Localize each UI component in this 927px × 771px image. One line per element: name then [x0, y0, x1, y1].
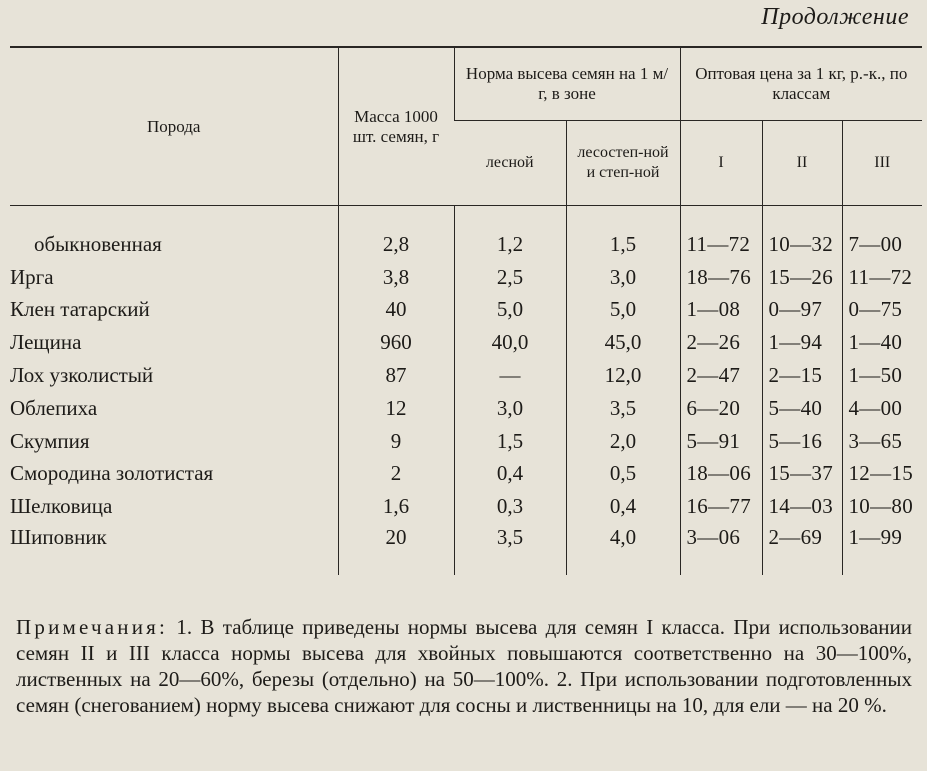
- rate-forest: 40,0: [454, 326, 566, 359]
- price-class-2: 2—15: [762, 359, 842, 392]
- price-class-2: 15—37: [762, 458, 842, 491]
- price-class-2: 14—03: [762, 490, 842, 523]
- table-row: [10, 458, 922, 491]
- table-notes: [16, 614, 912, 718]
- price-class-3: 3—65: [842, 425, 922, 458]
- price-class-2: 5—40: [762, 392, 842, 425]
- price-class-2: 2—69: [762, 523, 842, 575]
- seed-mass: 3,8: [338, 261, 454, 294]
- table-row: [10, 294, 922, 327]
- species-name: обыкновенная: [34, 231, 162, 256]
- table-row: [10, 392, 922, 425]
- rate-steppe: 45,0: [566, 326, 680, 359]
- species-name: Лох узколистый: [10, 363, 154, 388]
- price-class-1: 18—06: [680, 458, 762, 491]
- seed-mass: 2,8: [338, 206, 454, 261]
- table-row: [10, 425, 922, 458]
- header-class-1: I: [680, 121, 762, 206]
- table-row: [10, 359, 922, 392]
- rate-steppe: 12,0: [566, 359, 680, 392]
- price-class-1: 1—08: [680, 294, 762, 327]
- species-name: Шелковица: [10, 494, 113, 519]
- price-class-3: 1—50: [842, 359, 922, 392]
- table-row: [10, 523, 922, 575]
- price-class-2: 10—32: [762, 206, 842, 261]
- seed-mass: 12: [338, 392, 454, 425]
- price-class-3: 1—99: [842, 523, 922, 575]
- species-name: Клен татарский: [10, 297, 150, 322]
- species-name: Облепиха: [10, 395, 98, 420]
- notes-text: 1. В таблице приведены нормы высева для семян I класса. При использовании семян II и III класса нормы высева для хвойных повышаются соответственно на 30—100%, лиственных на 20—60%, березы (отдельно) на 50—100%. 2. При использовании подготовленных семян (снегованием) норму высева снижают для сосны и лиственницы на 10, для ели — на 20 %.: [16, 615, 912, 717]
- price-class-3: 4—00: [842, 392, 922, 425]
- header-class-3: III: [842, 121, 922, 206]
- price-class-3: 7—00: [842, 206, 922, 261]
- price-class-3: 0—75: [842, 294, 922, 327]
- header-mass: Масса 1000 шт. семян, г: [338, 47, 454, 206]
- price-class-3: 12—15: [842, 458, 922, 491]
- price-class-1: 5—91: [680, 425, 762, 458]
- rate-steppe: 0,5: [566, 458, 680, 491]
- seed-mass: 960: [338, 326, 454, 359]
- rate-steppe: 0,4: [566, 490, 680, 523]
- rate-steppe: 2,0: [566, 425, 680, 458]
- rate-steppe: 4,0: [566, 523, 680, 575]
- species-name: Лещина: [10, 330, 82, 355]
- seed-mass: 40: [338, 294, 454, 327]
- price-class-2: 5—16: [762, 425, 842, 458]
- header-forest: лесной: [454, 121, 566, 206]
- seed-mass: 9: [338, 425, 454, 458]
- price-class-1: 18—76: [680, 261, 762, 294]
- seed-mass: 20: [338, 523, 454, 575]
- price-class-1: 6—20: [680, 392, 762, 425]
- price-class-3: 11—72: [842, 261, 922, 294]
- continuation-label: Продолжение: [761, 4, 909, 30]
- rate-forest: 2,5: [454, 261, 566, 294]
- rate-forest: 3,0: [454, 392, 566, 425]
- header-price: Оптовая цена за 1 кг, р.-к., по классам: [680, 47, 922, 121]
- rate-forest: 1,2: [454, 206, 566, 261]
- seed-mass: 2: [338, 458, 454, 491]
- price-class-2: 1—94: [762, 326, 842, 359]
- price-class-1: 16—77: [680, 490, 762, 523]
- price-class-1: 2—26: [680, 326, 762, 359]
- rate-forest: 0,4: [454, 458, 566, 491]
- seed-table-container: [10, 46, 922, 575]
- price-class-1: 11—72: [680, 206, 762, 261]
- rate-forest: —: [454, 359, 566, 392]
- seed-mass: 87: [338, 359, 454, 392]
- table-row: [10, 261, 922, 294]
- price-class-1: 2—47: [680, 359, 762, 392]
- notes-label: Примечания:: [16, 615, 169, 639]
- table-row: [10, 490, 922, 523]
- rate-steppe: 3,0: [566, 261, 680, 294]
- rate-forest: 3,5: [454, 523, 566, 575]
- table-row: [10, 206, 922, 261]
- price-class-3: 10—80: [842, 490, 922, 523]
- seed-table: [10, 46, 922, 575]
- rate-steppe: 1,5: [566, 206, 680, 261]
- rate-steppe: 3,5: [566, 392, 680, 425]
- header-species: Порода: [10, 47, 338, 206]
- header-class-2: II: [762, 121, 842, 206]
- species-name: Смородина золотистая: [10, 461, 214, 486]
- price-class-2: 0—97: [762, 294, 842, 327]
- species-name: Скумпия: [10, 428, 90, 453]
- header-sowing-rate: Норма высева семян на 1 м/г, в зоне: [454, 47, 680, 121]
- rate-forest: 5,0: [454, 294, 566, 327]
- seed-mass: 1,6: [338, 490, 454, 523]
- species-name: Ирга: [10, 264, 54, 289]
- price-class-3: 1—40: [842, 326, 922, 359]
- header-forest-steppe: лесостеп-ной и степ-ной: [566, 121, 680, 206]
- rate-steppe: 5,0: [566, 294, 680, 327]
- table-row: [10, 326, 922, 359]
- species-name: Шиповник: [10, 525, 107, 550]
- price-class-2: 15—26: [762, 261, 842, 294]
- price-class-1: 3—06: [680, 523, 762, 575]
- rate-forest: 0,3: [454, 490, 566, 523]
- rate-forest: 1,5: [454, 425, 566, 458]
